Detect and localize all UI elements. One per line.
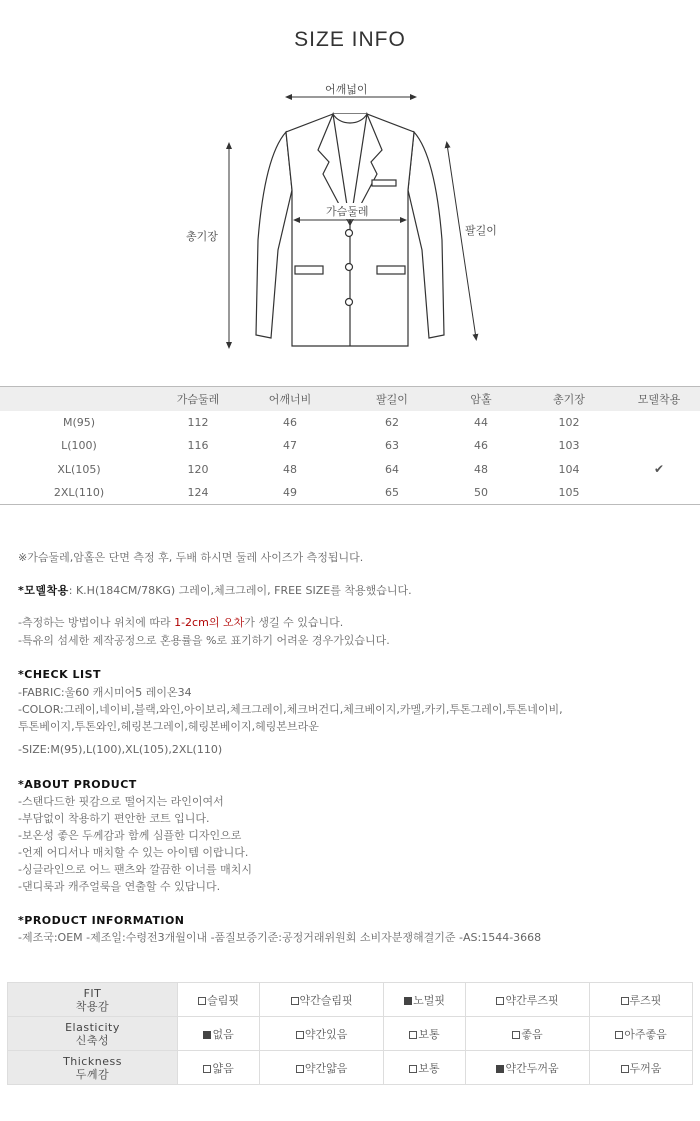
elasticity-row [8,1017,693,1051]
size-cell: M(95) [62,415,96,429]
error-note [18,614,343,631]
size-line: -SIZE:M(95),L(100),XL(105),2XL(110) [18,743,223,756]
model-head: *모델착용 [18,584,69,597]
about-heading: *ABOUT PRODUCT [18,778,137,791]
option-label: 아주좋음 [624,1027,667,1041]
elasticity-option [383,1017,465,1051]
armhole-cell: 48 [474,462,488,476]
shoulder-cell: 48 [283,462,297,476]
checkbox-icon [615,1031,623,1039]
color-line-1: -COLOR:그레이,네이비,블랙,와인,아이보리,체크그레이,체크버건디,체크베이지,카멜,카키,투톤그레이,투톤네이비, [18,703,563,716]
checkbox-icon [621,1065,629,1073]
sleeve-cell: 62 [385,415,399,429]
length-cell: 104 [558,462,580,476]
size-table [0,386,700,505]
model-cell [618,434,700,458]
about-line: -싱글라인으로 어느 팬츠와 깔끔한 이너를 매치시 [18,863,252,876]
fit-option [178,983,260,1017]
fit-option [260,983,384,1017]
checkbox-icon [621,997,629,1005]
check-list-heading: *CHECK LIST [18,668,101,681]
shoulder-label: 어깨넓이 [325,83,368,96]
model-text: : K.H(184CM/78KG) 그레이,체크그레이, FREE SIZE를 착용했습니다. [68,584,412,597]
chest-cell: 120 [187,462,209,476]
chest-label: 가슴둘레 [326,205,369,218]
option-label: 노멀핏 [413,993,445,1007]
elasticity-heading-en: Elasticity [65,1020,120,1034]
sleeve-cell: 63 [385,439,399,453]
armhole-cell: 46 [474,439,488,453]
checkbox-icon [296,1065,304,1073]
model-note [18,582,412,599]
model-cell [618,481,700,505]
header-size [0,387,158,411]
armhole-cell: 50 [474,486,488,499]
checkbox-icon [203,1065,211,1073]
checkbox-icon [409,1031,417,1039]
product-info-line: -제조국:OEM -제조일:수령전3개월이내 -품질보증기준:공정거래위원회 소비자분쟁해결기준 -AS:1544-3668 [18,931,542,944]
length-cell: 105 [558,486,580,499]
fit-option [589,983,692,1017]
error-highlight: 1-2cm의 오차 [174,616,245,629]
fit-row [8,983,693,1017]
elasticity-heading [8,1017,178,1051]
checkbox-checked-icon [203,1031,211,1039]
length-cell: 102 [558,415,580,429]
material-note: -특유의 섬세한 제작공정으로 혼용률을 %로 표기하기 어려운 경우가있습니다. [18,634,390,647]
size-table-header [0,387,700,411]
thickness-heading-ko: 두께감 [75,1067,110,1081]
thickness-option [589,1051,692,1085]
sleeve-cell: 65 [385,486,399,499]
option-label: 보통 [418,1027,440,1041]
chest-cell: 124 [187,486,209,499]
table-row [0,411,700,435]
model-cell [618,411,700,435]
armhole-cell: 44 [474,415,488,429]
thickness-option [383,1051,465,1085]
checkbox-icon [409,1065,417,1073]
thickness-heading [8,1051,178,1085]
product-info-heading: *PRODUCT INFORMATION [18,914,185,927]
sleeve-cell: 64 [385,462,399,476]
fit-option [466,983,590,1017]
model-check-icon: ✔ [653,462,665,477]
about-line: -언제 어디서나 매치할 수 있는 아이템 이랍니다. [18,846,249,859]
checkbox-icon [496,997,504,1005]
about-line: -스탠다드한 핏감으로 떨어지는 라인이여서 [18,795,224,808]
checkbox-checked-icon [404,997,412,1005]
length-label: 총기장 [186,230,218,243]
header-armhole: 암홀 [470,392,492,406]
table-row [0,481,700,505]
size-cell: L(100) [61,439,97,453]
size-cell: 2XL(110) [53,486,105,499]
measure-note: ※가슴둘레,암홀은 단면 측정 후, 두배 하시면 둘레 사이즈가 측정됩니다. [18,551,364,564]
fit-table [7,982,693,1085]
fit-option [383,983,465,1017]
checkbox-icon [198,997,206,1005]
page-title: SIZE INFO [294,28,406,51]
option-label: 좋음 [521,1027,543,1041]
about-line: -보온성 좋은 두께감과 함께 심플한 디자인으로 [18,829,242,842]
thickness-row [8,1051,693,1085]
checkbox-icon [296,1031,304,1039]
shoulder-cell: 46 [283,415,297,429]
sleeve-label: 팔길이 [465,224,497,237]
table-row [0,458,700,482]
elasticity-heading-ko: 신축성 [75,1033,110,1047]
header-chest: 가슴둘레 [176,392,220,406]
fabric-line: -FABRIC:울60 캐시미어5 레이온34 [18,686,192,699]
checkbox-checked-icon [496,1065,504,1073]
elasticity-option [178,1017,260,1051]
elasticity-option [466,1017,590,1051]
option-label: 두꺼움 [629,1061,662,1075]
checkbox-icon [291,997,299,1005]
option-label: 루즈핏 [629,993,662,1007]
error-text-pre: -측정하는 방법이나 위치에 따라 [18,616,175,629]
header-model: 모델착용 [637,392,681,406]
about-line: -댄디룩과 캐주얼룩을 연출할 수 있답니다. [18,880,221,893]
thickness-heading-en: Thickness [63,1054,122,1068]
fit-heading-ko: 착용감 [75,999,110,1013]
color-line-2: 투톤베이지,투톤와인,헤링본그레이,헤링본베이지,헤링본브라운 [18,720,319,733]
header-length: 총기장 [553,392,585,406]
fit-heading [8,983,178,1017]
length-cell: 103 [558,439,580,453]
option-label: 약간있음 [304,1027,348,1041]
about-line: -부담없이 착용하기 편안한 코트 입니다. [18,812,210,825]
option-label: 없음 [212,1027,234,1041]
size-cell: XL(105) [57,462,101,476]
table-row [0,434,700,458]
option-label: 약간두꺼움 [505,1061,559,1075]
option-label: 보통 [418,1061,440,1075]
option-label: 약간루즈핏 [505,993,559,1007]
chest-cell: 116 [187,439,209,453]
elasticity-option [260,1017,384,1051]
checkbox-icon [512,1031,520,1039]
elasticity-option [589,1017,692,1051]
option-label: 슬림핏 [207,993,240,1007]
coat-illustration [0,70,700,370]
shoulder-cell: 47 [283,439,297,453]
coat-diagram [0,70,700,370]
option-label: 얇음 [212,1061,234,1075]
thickness-option [260,1051,384,1085]
shoulder-cell: 49 [283,486,297,499]
header-shoulder: 어깨너비 [268,392,312,406]
fit-heading-en: FIT [83,986,102,1000]
thickness-option [178,1051,260,1085]
chest-cell: 112 [187,415,209,429]
option-label: 약간슬림핏 [299,993,353,1007]
error-text-post: 가 생길 수 있습니다. [244,616,344,629]
option-label: 약간얇음 [304,1061,348,1075]
header-sleeve: 팔길이 [376,392,408,406]
thickness-option [466,1051,590,1085]
